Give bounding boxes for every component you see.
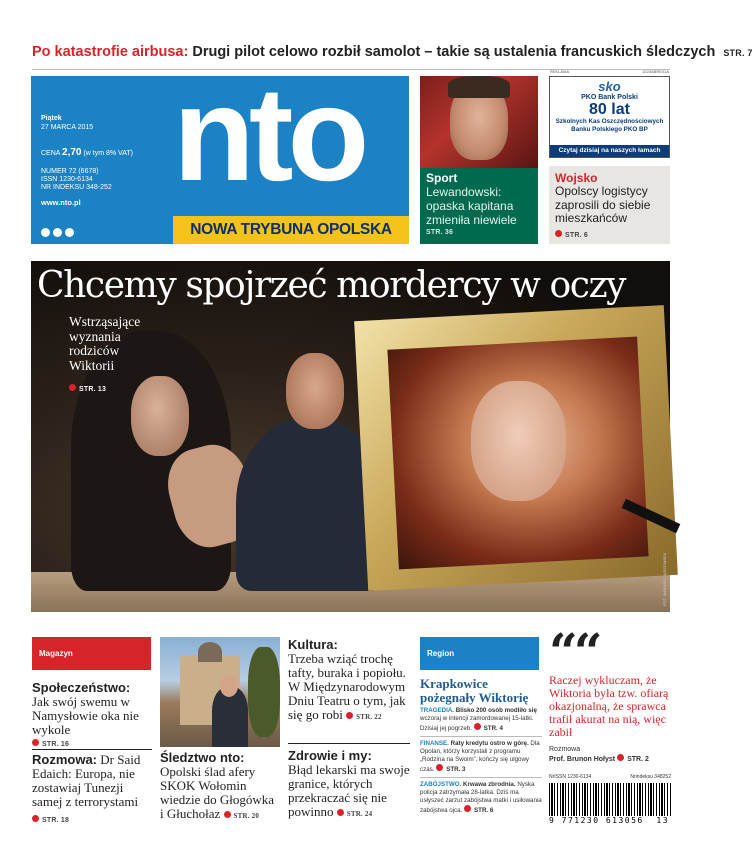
quote-icon [549, 622, 671, 681]
mother-face [131, 376, 189, 456]
issue-date: 27 MARCA 2015 [41, 124, 94, 131]
issn: ISSN 1230-6134 [41, 176, 93, 183]
item-page-label: STR. 16 [42, 741, 70, 748]
tower [198, 642, 222, 662]
sport-text: Lewandowski: opaska kapitana zmieniła niewiele [426, 185, 517, 227]
top-headline-page: STR. 7 [723, 48, 753, 58]
region-item-finanse[interactable] [420, 740, 542, 774]
sport-kicker: Sport [426, 171, 458, 185]
barcode-issn: NrISSN 1230-6134 [549, 774, 592, 780]
item-heading: Kultura: [288, 637, 338, 652]
item-page [337, 810, 373, 818]
social-icons [41, 224, 77, 242]
wojsko-teaser[interactable] [549, 166, 670, 244]
hero-page-label: STR. 13 [79, 386, 107, 393]
top-headline-text: Drugi pilot celowo rozbił samolot – takie są ustalenia francuskich śledczych [188, 44, 716, 60]
item-text [160, 765, 280, 823]
quote-credit-label: Rozmowa [549, 746, 581, 753]
twitter-icon[interactable] [53, 228, 62, 237]
quote-credit-name: Prof. Brunon Hołyst [549, 756, 616, 763]
barcode-number [549, 816, 671, 825]
section-tag-region[interactable]: Region [420, 637, 539, 670]
item-page [224, 812, 260, 820]
item-body: Opolski ślad afery SKOK Wołomin wiedzie do Głogówka i Głuchołaz [160, 764, 275, 821]
ad-code: 1023ABRE01A [642, 69, 669, 74]
issue-day: Piątek [41, 115, 62, 122]
barcode-digits: 9 771230 613056 [549, 816, 644, 825]
hero-lead-line: rodziców [69, 343, 120, 358]
lewandowski-photo [420, 76, 538, 168]
quote-box[interactable] [549, 622, 671, 764]
sport-teaser[interactable] [420, 76, 538, 244]
quote-credit [549, 745, 671, 764]
masthead [31, 60, 409, 244]
issue-number: NUMER 72 (6678) [41, 168, 99, 175]
bullet-icon [617, 754, 624, 761]
wojsko-kicker: Wojsko [555, 171, 598, 185]
item-text [32, 753, 152, 809]
divider [420, 777, 542, 778]
hero-lead-line: Wstrząsające [69, 314, 141, 329]
barcode-header [549, 774, 671, 780]
index-number: NR INDEKSU 348-252 [41, 184, 112, 191]
item-page [32, 739, 152, 748]
item-page: STR. 4 [483, 725, 503, 732]
hero-page [69, 384, 106, 393]
facebook-icon[interactable] [41, 228, 50, 237]
price-label: CENA [41, 150, 61, 157]
kultura-item[interactable] [288, 637, 410, 724]
barcode-bars [549, 783, 671, 816]
item-page [346, 713, 382, 721]
sko-logo: sko [598, 79, 621, 94]
portrait-face [471, 381, 566, 501]
masthead-title: NOWA TRYBUNA OPOLSKA [173, 216, 409, 244]
hero-story[interactable] [31, 261, 670, 612]
wojsko-text: Opolscy logistycy zaprosili do siebie mieszkańców [555, 184, 651, 225]
bullet-icon [224, 811, 231, 818]
item-text: Jak swój swemu w Namysłowie oka nie wykole [32, 694, 139, 737]
section-tag-magazyn[interactable]: Magazyn [32, 637, 151, 670]
region-column[interactable] [420, 677, 542, 815]
hero-lead [69, 315, 140, 373]
magazyn-item-spoleczenstwo[interactable] [32, 680, 152, 748]
item-page: STR. 3 [446, 766, 466, 773]
item-kicker: ZABÓJSTWO. [420, 781, 462, 788]
item-body: Trzeba wziąć trochę tafty, buraka i popiołu. W Międzynarodowym Dniu Teatru o tym, jak się go robi [288, 651, 406, 722]
father-face [286, 353, 344, 429]
item-text: Dla Opolan, którzy korzystali z programu „Rodzina na Swoim”, kończy się ulgowy czas. [420, 740, 540, 773]
hero-headline: Chcemy spojrzeć mordercy w oczy [37, 265, 626, 306]
top-headline-kicker: Po katastrofie airbusa: [32, 44, 189, 60]
sledztwo-photo [160, 637, 280, 747]
price [41, 148, 133, 158]
ad-cta: Czytaj dzisiaj na naszych łamach [550, 145, 669, 157]
pko-advertisement[interactable] [549, 69, 670, 158]
nto-logo[interactable]: nto [173, 60, 364, 209]
item-text [288, 652, 410, 724]
tree [248, 647, 280, 737]
bullet-icon [32, 815, 39, 822]
region-headline: Krapkowice pożegnały Wiktorię [420, 676, 529, 705]
divider [288, 743, 410, 744]
bullet-icon [474, 723, 481, 730]
ad-bank: PKO Bank Polski [581, 94, 638, 101]
item-page-label: STR. 24 [346, 810, 373, 818]
item-heading: Śledztwo nto: [160, 750, 245, 765]
item-kicker: TRAGEDIA. [420, 707, 455, 714]
price-vat: (w tym 8% VAT) [83, 150, 133, 157]
zdrowie-item[interactable] [288, 748, 410, 821]
item-bold: Raty kredytu ostro w górę. [450, 740, 529, 747]
item-heading: Społeczeństwo: [32, 680, 131, 695]
ad-years: 80 lat [589, 101, 630, 118]
item-page-label: STR. 22 [356, 713, 382, 721]
bullet-icon [555, 230, 562, 237]
quote-page: STR. 2 [627, 756, 649, 763]
barcode-edition: 13 [656, 816, 670, 825]
quote-mark: “ [549, 622, 574, 681]
item-body: Błąd lekarski ma swoje granice, których przekraczać się nie powinno [288, 762, 410, 819]
wojsko-page-label: STR. 6 [565, 232, 588, 239]
price-value: 2,70 [62, 147, 82, 158]
mobile-icon[interactable] [65, 228, 74, 237]
person-face [220, 675, 238, 697]
item-bold: Blisko 200 osób modliło się [455, 707, 537, 714]
item-bold: Krwawa zbrodnia. [462, 781, 516, 788]
hero-lead-line: Wiktorii [69, 357, 115, 373]
item-kicker: FINANSE. [420, 740, 449, 747]
magazyn-item-rozmowa[interactable] [32, 753, 152, 824]
bullet-icon [337, 809, 344, 816]
item-text: Nyska policja zatrzymała 28-latka. Dziś ma usłyszeć zarzut zabójstwa matki i usiłowania zabójstwa ojca. [420, 781, 542, 814]
photo-credit: FOT. MARIUSZ JARZOMBEK [662, 552, 667, 606]
sledztwo-item[interactable] [160, 750, 280, 823]
quote-text: Raczej wykluczam, że Wiktoria była tzw. ofiarą okazjonalną, że sprawca trafił akurat na nią, więc zabił [549, 673, 669, 739]
item-body: Dr Said Edaich: Europa, nie zostawiaj Tunezji samej z terrorystami [32, 752, 141, 809]
top-headline[interactable] [32, 44, 753, 60]
wojsko-page [555, 230, 588, 239]
item-page-label: STR. 20 [233, 812, 260, 820]
sport-page: STR. 36 [426, 229, 454, 236]
item-page-label: STR. 18 [42, 817, 70, 824]
divider [32, 749, 152, 750]
divider [420, 736, 542, 737]
item-text: wczoraj w intencji zamordowanej 15-latki. Dzisiaj jej pogrzeb. [420, 715, 534, 732]
item-heading: Rozmowa: [32, 752, 97, 767]
item-heading: Zdrowie i my: [288, 748, 372, 763]
ad-sub1: Szkolnych Kas Oszczędnościowych [555, 118, 664, 125]
bullet-icon [464, 805, 471, 812]
item-page: STR. 6 [474, 807, 494, 814]
portrait-hair [448, 76, 510, 98]
hero-lead-line: wyznania [69, 328, 121, 344]
bullet-icon [69, 384, 76, 391]
bullet-icon [32, 739, 39, 746]
region-item-zabojstwo[interactable] [420, 781, 542, 815]
bullet-icon [346, 712, 353, 719]
website-link[interactable]: www.nto.pl [41, 198, 81, 207]
bullet-icon [436, 764, 443, 771]
region-item-tragedia[interactable] [420, 707, 542, 733]
ad-sub2: Banku Polskiego PKO BP [571, 126, 648, 133]
barcode-index: Nrindeksu 348252 [630, 774, 671, 780]
ad-label: REKLAMA [550, 69, 570, 74]
quote-mark: “ [573, 622, 599, 681]
item-page [32, 815, 152, 824]
item-text [288, 763, 410, 821]
barcode [549, 774, 671, 828]
